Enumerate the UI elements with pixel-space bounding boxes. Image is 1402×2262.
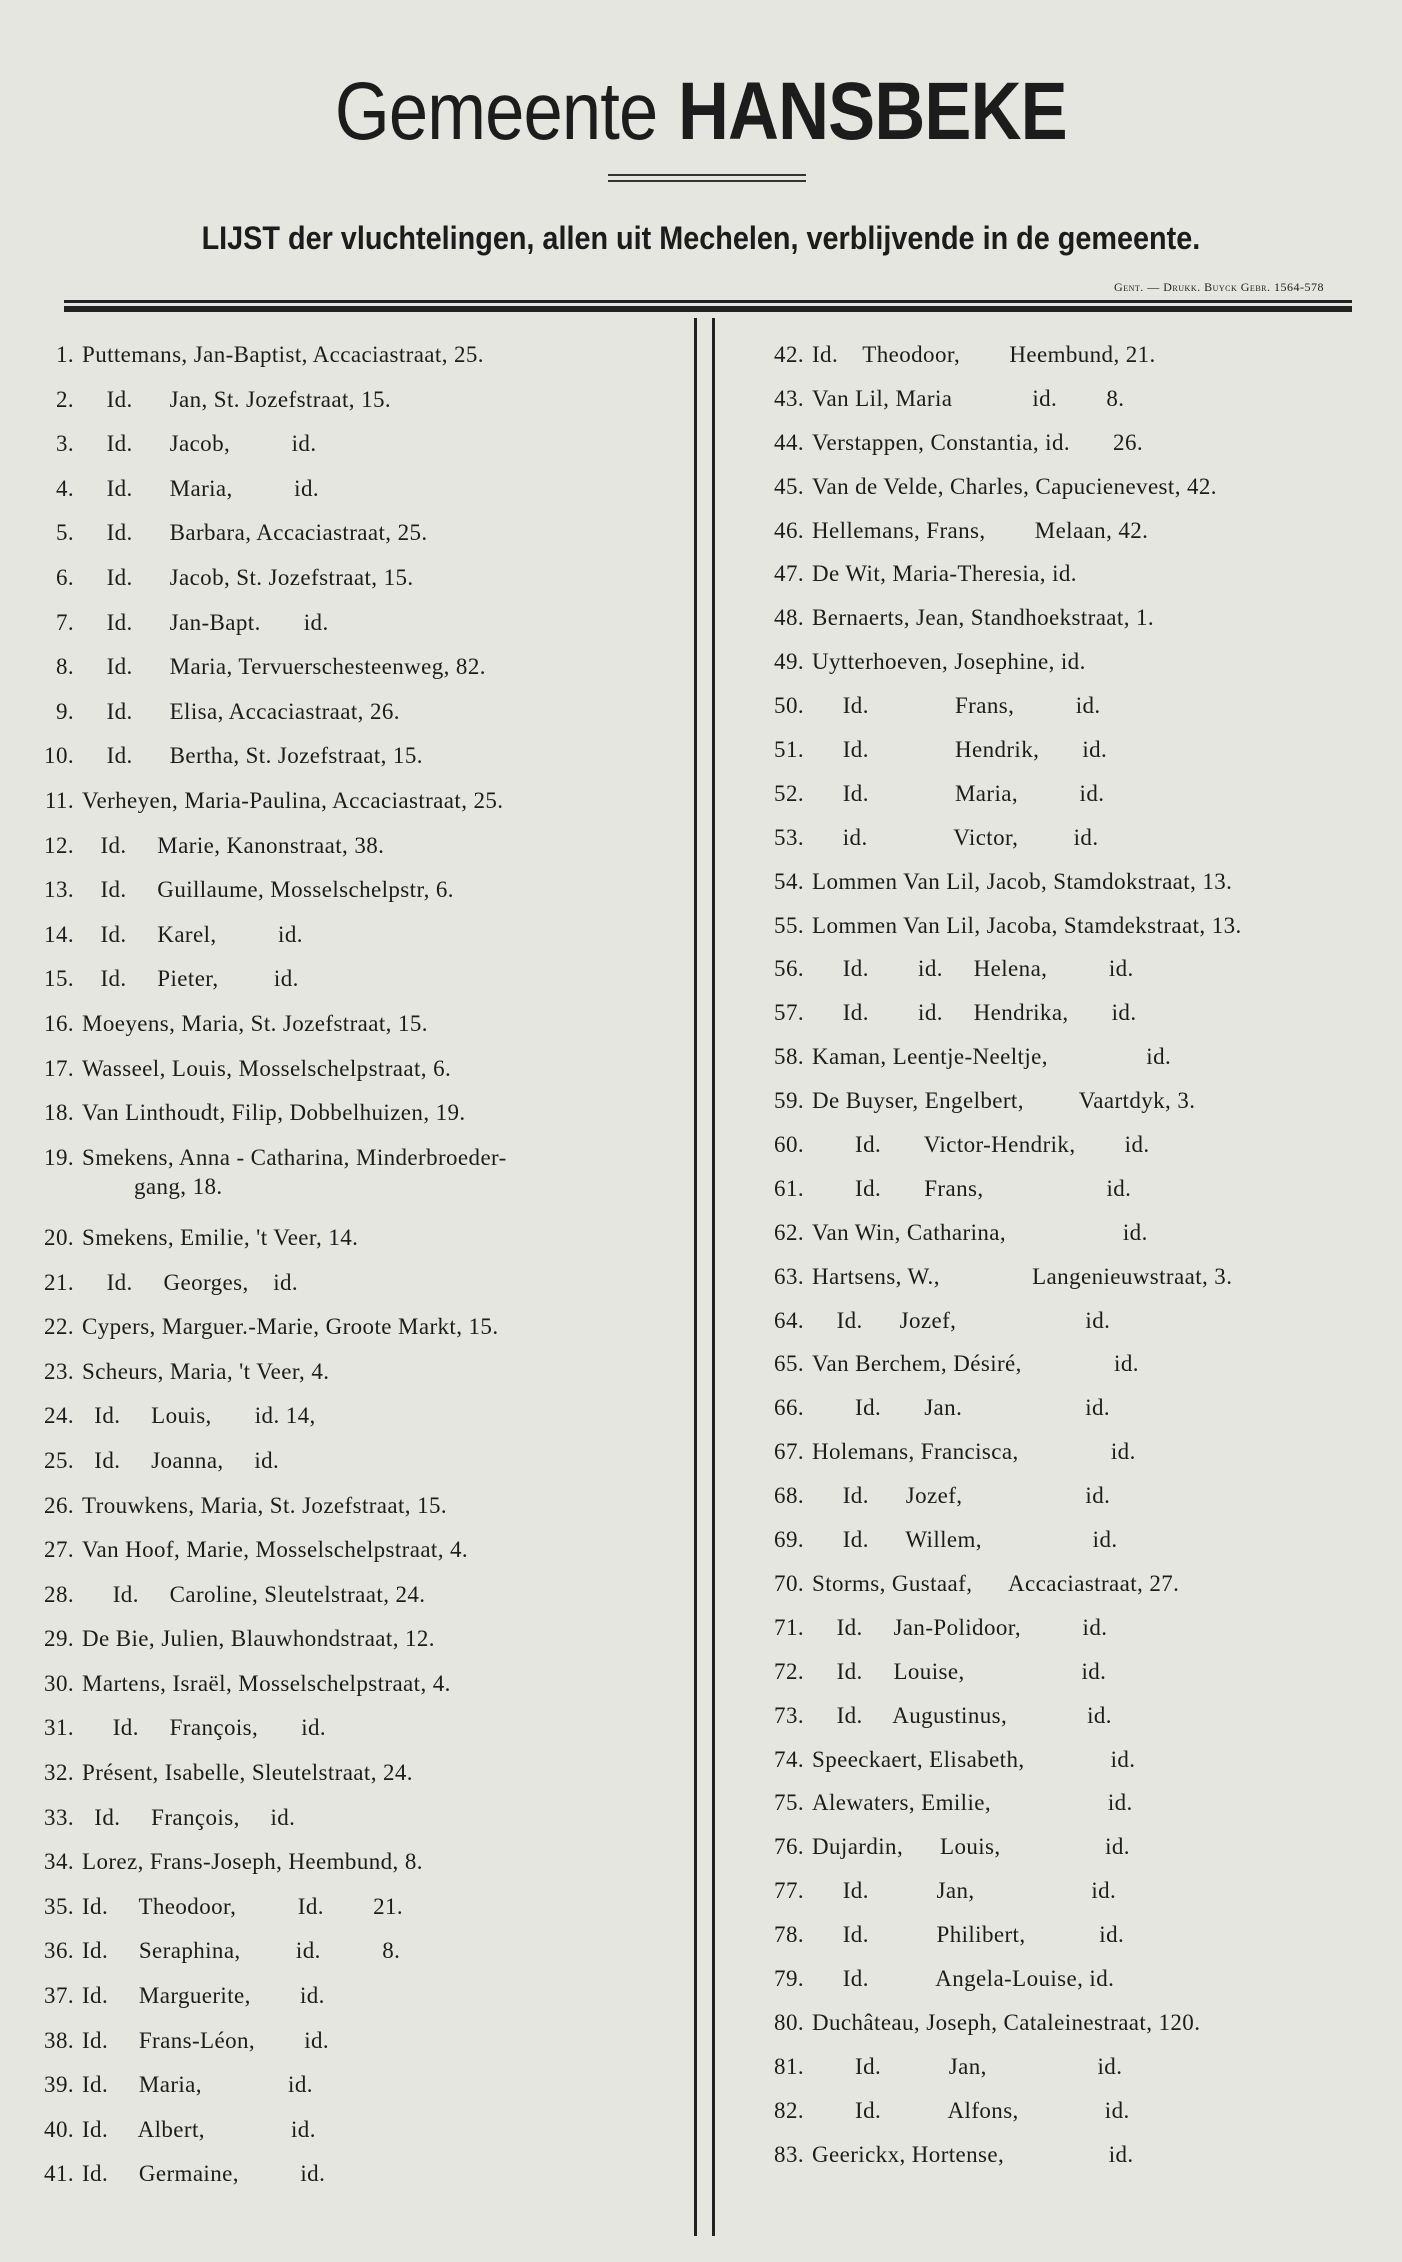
entry-number: 24. — [44, 1403, 74, 1429]
entry-number: 57. — [774, 1000, 804, 1026]
list-item — [752, 2008, 1362, 2052]
entry-text: Id. Karel, id. — [82, 921, 303, 947]
entry-text: Id. Elisa, Accaciastraat, 26. — [82, 698, 400, 724]
entry-text: De Wit, Maria-Theresia, id. — [812, 561, 1077, 587]
entry-number: 39. — [44, 2072, 74, 2098]
entry-number: 76. — [774, 1834, 804, 1860]
entry-text: Id. Georges, id. — [82, 1269, 299, 1295]
entry-text: Id. Jacob, St. Jozefstraat, 15. — [82, 564, 414, 590]
entry-text: Id. Frans-Léon, id. — [82, 2027, 330, 2053]
list-item — [752, 867, 1362, 911]
list-item — [752, 340, 1362, 384]
entry-number: 30. — [44, 1670, 74, 1696]
entry-number: 23. — [44, 1358, 74, 1384]
entry-number: 18. — [44, 1100, 74, 1126]
entry-number: 33. — [44, 1804, 74, 1830]
entry-text: Id. Theodoor, Heembund, 21. — [812, 342, 1156, 367]
list-item — [752, 647, 1362, 691]
entry-text: Geerickx, Hortense, id. — [812, 2141, 1134, 2167]
entry-number: 34. — [44, 1849, 74, 1875]
entry-number: 47. — [774, 561, 804, 587]
list-item — [752, 779, 1362, 823]
entry-number: 1. — [55, 342, 74, 367]
entry-text: Id. Frans, id. — [812, 693, 1101, 719]
list-item — [22, 1491, 682, 1536]
entry-text: Kaman, Leentje-Neeltje, id. — [812, 1044, 1172, 1070]
list-item — [22, 1098, 682, 1143]
entry-number: 14. — [44, 921, 74, 947]
entry-text: De Bie, Julien, Blauwhondstraat, 12. — [82, 1626, 435, 1652]
entry-text: Id. Marguerite, id. — [82, 1983, 325, 2009]
entry-number: 17. — [44, 1055, 74, 1081]
list-item — [752, 428, 1362, 472]
list-item — [752, 823, 1362, 867]
list-item — [752, 1613, 1362, 1657]
entry-number: 8. — [55, 654, 74, 680]
entry-text: Alewaters, Emilie, id. — [812, 1790, 1133, 1816]
left-column — [22, 340, 682, 2204]
entry-number: 11. — [44, 787, 74, 813]
list-item — [22, 652, 682, 697]
list-item — [22, 608, 682, 653]
entry-text: Martens, Israël, Mosselschelpstraat, 4. — [82, 1670, 451, 1696]
entry-number: 43. — [774, 385, 804, 411]
entry-number: 5. — [55, 520, 74, 546]
entry-text: Id. Angela-Louise, id. — [812, 1965, 1115, 1991]
list-item — [22, 1713, 682, 1758]
list-item — [752, 516, 1362, 560]
list-item — [752, 1437, 1362, 1481]
list-item — [752, 1876, 1362, 1920]
list-item — [22, 1223, 682, 1268]
entry-text: Id. Augustinus, id. — [812, 1702, 1112, 1728]
entry-text: Id. Jan, id. — [812, 1878, 1117, 1904]
entry-text: Id. Maria, id. — [82, 475, 320, 501]
header-rule-thick — [64, 306, 1352, 312]
list-item — [22, 2026, 682, 2071]
entry-number: 49. — [774, 649, 804, 675]
title-prefix: Gemeente — [334, 66, 658, 157]
entry-number: 29. — [44, 1626, 74, 1652]
entry-number: 74. — [774, 1746, 804, 1772]
entry-number: 19. — [44, 1144, 74, 1170]
entry-number: 22. — [44, 1314, 74, 1340]
entry-text: Van de Velde, Charles, Capucienevest, 42. — [812, 473, 1217, 499]
entry-text: De Buyser, Engelbert, Vaartdyk, 3. — [812, 1088, 1196, 1114]
entry-text: Lorez, Frans-Joseph, Heembund, 8. — [82, 1849, 423, 1875]
entry-text: Id. Guillaume, Mosselschelpstr, 6. — [82, 877, 454, 903]
entry-number: 60. — [774, 1132, 804, 1158]
entry-text: Duchâteau, Joseph, Cataleinestraat, 120. — [812, 2009, 1201, 2035]
list-item — [22, 1892, 682, 1937]
entry-text: Id. Louise, id. — [812, 1658, 1107, 1684]
entry-number: 70. — [774, 1570, 804, 1596]
right-column — [752, 340, 1362, 2183]
entry-text: Id. François, id. — [82, 1804, 296, 1830]
entry-number: 62. — [774, 1219, 804, 1245]
entry-number: 15. — [44, 966, 74, 992]
list-item — [752, 1657, 1362, 1701]
list-item — [22, 1624, 682, 1669]
entry-text: Verstappen, Constantia, id. 26. — [812, 429, 1144, 455]
list-item — [22, 1535, 682, 1580]
list-item — [752, 1174, 1362, 1218]
entry-text: Cypers, Marguer.-Marie, Groote Markt, 15. — [82, 1314, 499, 1340]
entry-number: 27. — [44, 1537, 74, 1563]
entry-number: 6. — [55, 564, 74, 590]
list-item — [22, 1054, 682, 1099]
entry-number: 40. — [44, 2116, 74, 2142]
list-item — [22, 563, 682, 608]
entry-number: 75. — [774, 1790, 804, 1816]
entry-text: Id. Pieter, id. — [82, 966, 299, 992]
list-item — [752, 998, 1362, 1042]
list-item — [752, 1393, 1362, 1437]
entry-text: Id. Jan, id. — [812, 2053, 1123, 2079]
list-item — [752, 1788, 1362, 1832]
list-item — [752, 1701, 1362, 1745]
entry-number: 69. — [774, 1527, 804, 1553]
entry-text: Van Hoof, Marie, Mosselschelpstraat, 4. — [82, 1537, 469, 1563]
title-divider — [608, 174, 806, 176]
entry-text: Smekens, Emilie, 't Veer, 14. — [82, 1224, 359, 1250]
list-item — [22, 1669, 682, 1714]
entry-text: Id. Bertha, St. Jozefstraat, 15. — [82, 743, 423, 769]
list-item — [22, 875, 682, 920]
entry-text: Hartsens, W., Langenieuwstraat, 3. — [812, 1263, 1233, 1289]
entry-text: Id. Willem, id. — [812, 1527, 1118, 1553]
list-item — [752, 954, 1362, 998]
entry-text: Id. François, id. — [82, 1715, 327, 1741]
entry-text: Id. Philibert, id. — [812, 1922, 1125, 1948]
entry-number: 21. — [44, 1269, 74, 1295]
list-item — [752, 691, 1362, 735]
entry-text: Id. Albert, id. — [82, 2116, 316, 2142]
entry-text: Van Lil, Maria id. 8. — [812, 385, 1125, 411]
entry-text: Speeckaert, Elisabeth, id. — [812, 1746, 1136, 1772]
column-divider — [712, 318, 715, 2236]
entry-text: Id. Jozef, id. — [812, 1307, 1111, 1333]
entry-number: 67. — [774, 1439, 804, 1465]
entry-number: 81. — [774, 2053, 804, 2079]
entry-number: 28. — [44, 1581, 74, 1607]
list-item — [752, 1481, 1362, 1525]
entry-number: 2. — [55, 386, 74, 412]
entry-number: 56. — [774, 956, 804, 982]
column-divider — [694, 318, 697, 2236]
list-item — [752, 1262, 1362, 1306]
entry-number: 46. — [774, 517, 804, 543]
entry-text: Dujardin, Louis, id. — [812, 1834, 1130, 1860]
entry-number: 77. — [774, 1878, 804, 1904]
entry-text: Id. Jozef, id. — [812, 1483, 1111, 1509]
list-item — [22, 964, 682, 1009]
list-item — [752, 1920, 1362, 1964]
list-item — [752, 911, 1362, 955]
entry-text: Id. id. Helena, id. — [812, 956, 1134, 982]
entry-text: Lommen Van Lil, Jacob, Stamdokstraat, 13. — [812, 868, 1233, 894]
title-divider — [608, 180, 806, 182]
entry-text: Id. Theodoor, Id. 21. — [82, 1893, 404, 1919]
entry-number: 51. — [774, 737, 804, 763]
entry-number: 59. — [774, 1088, 804, 1114]
entry-number: 35. — [44, 1893, 74, 1919]
entry-text: Id. Seraphina, id. 8. — [82, 1938, 401, 1964]
entry-text: Wasseel, Louis, Mosselschelpstraat, 6. — [82, 1055, 452, 1081]
entry-number: 55. — [774, 912, 804, 938]
entry-text: Puttemans, Jan-Baptist, Accaciastraat, 25. — [82, 342, 484, 367]
entry-number: 16. — [44, 1010, 74, 1036]
entry-number: 54. — [774, 868, 804, 894]
list-item — [22, 1268, 682, 1313]
entry-text: Moeyens, Maria, St. Jozefstraat, 15. — [82, 1010, 428, 1036]
title-municipality: HANSBEKE — [677, 66, 1067, 157]
list-item — [22, 385, 682, 430]
entry-text: Storms, Gustaaf, Accaciastraat, 27. — [812, 1570, 1180, 1596]
entry-number: 83. — [774, 2141, 804, 2167]
list-item — [752, 559, 1362, 603]
entry-number: 53. — [774, 824, 804, 850]
entry-number: 3. — [55, 431, 74, 457]
entry-text: Id. Caroline, Sleutelstraat, 24. — [82, 1581, 426, 1607]
entry-number: 72. — [774, 1658, 804, 1684]
list-item — [752, 1130, 1362, 1174]
entry-text: id. Victor, id. — [812, 824, 1099, 850]
list-item — [752, 2052, 1362, 2096]
entry-number: 20. — [44, 1224, 74, 1250]
entry-number: 50. — [774, 693, 804, 719]
list-item — [752, 1042, 1362, 1086]
entry-number: 32. — [44, 1760, 74, 1786]
list-item — [752, 1349, 1362, 1393]
entry-number: 26. — [44, 1492, 74, 1518]
entry-text: Id. Barbara, Accaciastraat, 25. — [82, 520, 428, 546]
list-item — [22, 697, 682, 742]
entry-text: Van Berchem, Désiré, id. — [812, 1351, 1139, 1377]
entry-number: 79. — [774, 1965, 804, 1991]
entry-number: 44. — [774, 429, 804, 455]
entry-number: 10. — [44, 743, 74, 769]
list-item — [22, 2070, 682, 2115]
list-item — [752, 384, 1362, 428]
entry-text: Id. Victor-Hendrik, id. — [812, 1132, 1150, 1158]
entry-number: 9. — [55, 698, 74, 724]
entry-text: Holemans, Francisca, id. — [812, 1439, 1136, 1465]
list-item — [22, 831, 682, 876]
entry-continuation: gang, 18. — [134, 1173, 223, 1199]
entry-number: 82. — [774, 2097, 804, 2123]
entry-text: Id. Jan-Polidoor, id. — [812, 1614, 1108, 1640]
entry-number: 78. — [774, 1922, 804, 1948]
list-item — [22, 1981, 682, 2026]
list-item — [22, 920, 682, 965]
list-item — [22, 2115, 682, 2160]
list-item — [752, 1569, 1362, 1613]
entry-number: 13. — [44, 877, 74, 903]
list-item — [22, 340, 682, 385]
entry-text: Van Win, Catharina, id. — [812, 1219, 1148, 1245]
entry-number: 37. — [44, 1983, 74, 2009]
entry-text: Id. Jan-Bapt. id. — [82, 609, 329, 635]
list-item — [22, 1357, 682, 1402]
entry-number: 7. — [55, 609, 74, 635]
entry-number: 73. — [774, 1702, 804, 1728]
page-title — [98, 62, 1304, 162]
list-item — [22, 1758, 682, 1803]
entry-text: Van Linthoudt, Filip, Dobbelhuizen, 19. — [82, 1100, 466, 1126]
entry-text: Id. Maria, id. — [82, 2072, 313, 2098]
entry-number: 61. — [774, 1175, 804, 1201]
entry-text: Id. Germaine, id. — [82, 2161, 326, 2187]
entry-number: 64. — [774, 1307, 804, 1333]
printer-imprint: Gent. — Drukk. Buyck Gebr. 1564-578 — [1114, 280, 1324, 294]
entry-number: 58. — [774, 1044, 804, 1070]
entry-text: Id. Jan, St. Jozefstraat, 15. — [82, 386, 392, 412]
entry-text: Id. Jacob, id. — [82, 431, 317, 457]
list-item — [752, 1525, 1362, 1569]
entry-text: Id. Joanna, id. — [82, 1447, 280, 1473]
list-item — [752, 735, 1362, 779]
entry-number: 48. — [774, 605, 804, 631]
entry-text: Uytterhoeven, Josephine, id. — [812, 649, 1086, 675]
list-item — [752, 2096, 1362, 2140]
entry-number: 31. — [44, 1715, 74, 1741]
entry-number: 42. — [774, 342, 804, 367]
list-item — [752, 1086, 1362, 1130]
list-item — [22, 1446, 682, 1491]
list-item — [752, 1218, 1362, 1262]
list-item — [752, 2140, 1362, 2184]
list-item — [22, 1580, 682, 1625]
entry-text: Id. Hendrik, id. — [812, 737, 1108, 763]
entry-number: 71. — [774, 1614, 804, 1640]
entry-text: Id. Marie, Kanonstraat, 38. — [82, 832, 385, 858]
entry-text: Id. Alfons, id. — [812, 2097, 1130, 2123]
entry-text: Smekens, Anna - Catharina, Minderbroeder- — [82, 1144, 507, 1170]
entry-text: Scheurs, Maria, 't Veer, 4. — [82, 1358, 330, 1384]
entry-number: 36. — [44, 1938, 74, 1964]
list-item — [22, 2159, 682, 2204]
list-item — [22, 1847, 682, 1892]
list-item — [22, 741, 682, 786]
list-item — [22, 1401, 682, 1446]
entry-text: Id. Frans, id. — [812, 1175, 1132, 1201]
entry-text: Id. Maria, id. — [812, 780, 1105, 806]
entry-text: Bernaerts, Jean, Standhoekstraat, 1. — [812, 605, 1155, 631]
list-item — [22, 1936, 682, 1981]
page-subtitle: LIJST der vluchtelingen, allen uit Mechelen, verblijvende in de gemeente. — [201, 220, 1201, 256]
entry-number: 80. — [774, 2009, 804, 2035]
entry-number: 65. — [774, 1351, 804, 1377]
list-item — [22, 1143, 682, 1223]
list-item — [22, 429, 682, 474]
entry-text: Verheyen, Maria-Paulina, Accaciastraat, 25. — [82, 787, 504, 813]
entry-number: 68. — [774, 1483, 804, 1509]
entry-number: 41. — [44, 2161, 74, 2187]
entry-text: Trouwkens, Maria, St. Jozefstraat, 15. — [82, 1492, 448, 1518]
entry-text: Id. id. Hendrika, id. — [812, 1000, 1137, 1026]
entry-number: 66. — [774, 1395, 804, 1421]
list-item — [752, 1745, 1362, 1789]
entry-number: 63. — [774, 1263, 804, 1289]
entry-text: Id. Louis, id. 14, — [82, 1403, 316, 1429]
list-item — [752, 1306, 1362, 1350]
list-item — [22, 474, 682, 519]
header-rule — [64, 300, 1352, 303]
list-item — [22, 786, 682, 831]
list-item — [752, 1832, 1362, 1876]
entry-text: Id. Jan. id. — [812, 1395, 1111, 1421]
list-item — [752, 472, 1362, 516]
entry-number: 45. — [774, 473, 804, 499]
list-item — [752, 1964, 1362, 2008]
list-item — [22, 1312, 682, 1357]
entry-number: 38. — [44, 2027, 74, 2053]
entry-number: 52. — [774, 780, 804, 806]
entry-number: 4. — [55, 475, 74, 501]
entry-text: Présent, Isabelle, Sleutelstraat, 24. — [82, 1760, 413, 1786]
entry-text: Id. Maria, Tervuerschesteenweg, 82. — [82, 654, 486, 680]
list-item — [22, 1803, 682, 1848]
list-item — [22, 1009, 682, 1054]
entry-text: Lommen Van Lil, Jacoba, Stamdekstraat, 13. — [812, 912, 1242, 938]
entry-number: 25. — [44, 1447, 74, 1473]
list-item — [22, 518, 682, 563]
entry-text: Hellemans, Frans, Melaan, 42. — [812, 517, 1149, 543]
list-item — [752, 603, 1362, 647]
entry-number: 12. — [44, 832, 74, 858]
